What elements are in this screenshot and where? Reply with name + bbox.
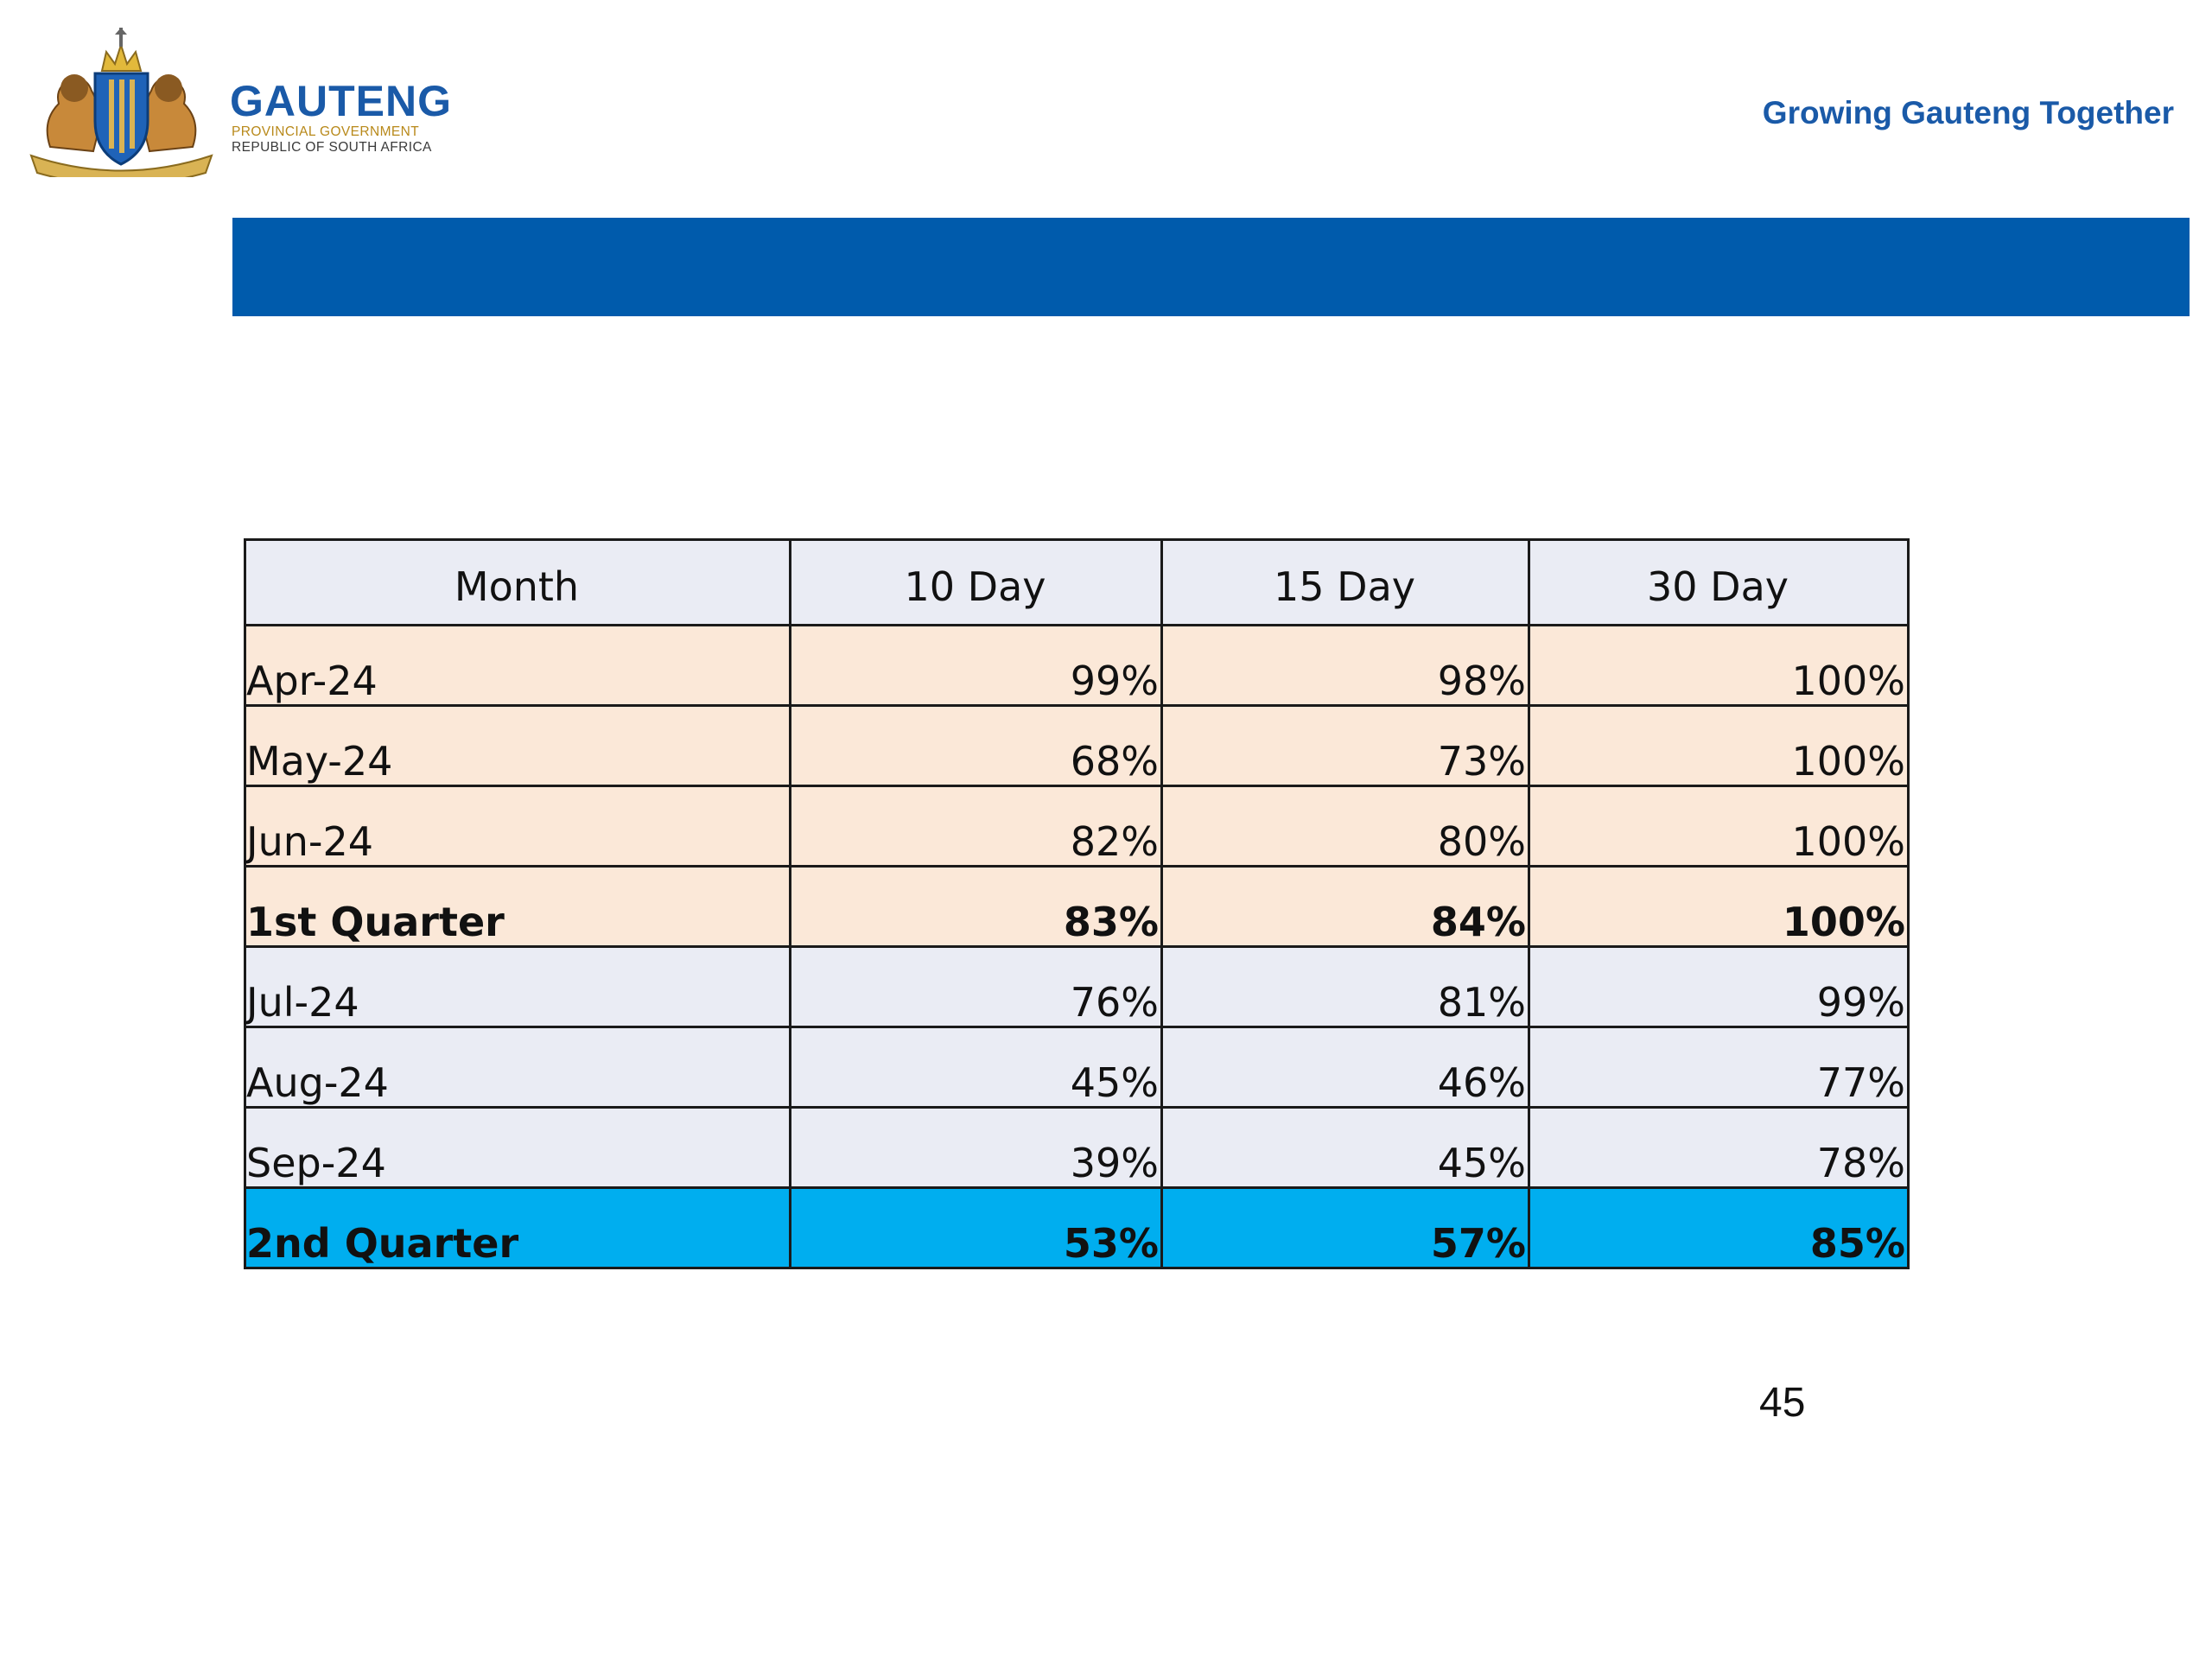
thirty-day-cell: 100% — [1529, 626, 1909, 706]
thirty-day-cell: 85% — [1529, 1188, 1909, 1268]
month-cell: May-24 — [245, 706, 791, 786]
ten-day-cell: 99% — [791, 626, 1162, 706]
table-header-row — [245, 540, 1909, 626]
month-cell: 1st Quarter — [245, 867, 791, 947]
brand-country: REPUBLIC OF SOUTH AFRICA — [232, 140, 432, 155]
column-header-30-day: 30 Day — [1529, 540, 1909, 626]
coat-of-arms-icon — [24, 26, 219, 177]
title-band — [232, 218, 2190, 316]
table-row — [245, 1108, 1909, 1188]
ten-day-cell: 45% — [791, 1027, 1162, 1108]
quarter-total-row — [245, 1188, 1909, 1268]
thirty-day-cell: 78% — [1529, 1108, 1909, 1188]
fifteen-day-cell: 81% — [1162, 947, 1529, 1027]
slogan: Growing Gauteng Together — [1762, 95, 2174, 130]
fifteen-day-cell: 84% — [1162, 867, 1529, 947]
page-number: 45 — [1759, 1380, 1806, 1426]
ten-day-cell: 76% — [791, 947, 1162, 1027]
thirty-day-cell: 99% — [1529, 947, 1909, 1027]
ten-day-cell: 68% — [791, 706, 1162, 786]
column-header-10-day: 10 Day — [791, 540, 1162, 626]
ten-day-cell: 82% — [791, 786, 1162, 867]
fifteen-day-cell: 80% — [1162, 786, 1529, 867]
thirty-day-cell: 100% — [1529, 867, 1909, 947]
month-cell: Aug-24 — [245, 1027, 791, 1108]
fifteen-day-cell: 98% — [1162, 626, 1529, 706]
column-header-month: Month — [245, 540, 791, 626]
gauteng-logo — [24, 26, 452, 177]
month-cell: Sep-24 — [245, 1108, 791, 1188]
month-cell: Apr-24 — [245, 626, 791, 706]
fifteen-day-cell: 45% — [1162, 1108, 1529, 1188]
month-cell: Jul-24 — [245, 947, 791, 1027]
performance-table — [244, 538, 1910, 1269]
table-row — [245, 786, 1909, 867]
month-cell: 2nd Quarter — [245, 1188, 791, 1268]
ten-day-cell: 39% — [791, 1108, 1162, 1188]
ten-day-cell: 53% — [791, 1188, 1162, 1268]
ten-day-cell: 83% — [791, 867, 1162, 947]
fifteen-day-cell: 46% — [1162, 1027, 1529, 1108]
fifteen-day-cell: 57% — [1162, 1188, 1529, 1268]
thirty-day-cell: 77% — [1529, 1027, 1909, 1108]
table-row — [245, 947, 1909, 1027]
table-row — [245, 626, 1909, 706]
thirty-day-cell: 100% — [1529, 786, 1909, 867]
brand-subtitle: PROVINCIAL GOVERNMENT — [232, 124, 420, 139]
column-header-15-day: 15 Day — [1162, 540, 1529, 626]
fifteen-day-cell: 73% — [1162, 706, 1529, 786]
thirty-day-cell: 100% — [1529, 706, 1909, 786]
table-row — [245, 706, 1909, 786]
performance-table-container — [244, 538, 1910, 1269]
table-row — [245, 1027, 1909, 1108]
quarter-total-row — [245, 867, 1909, 947]
brand-name: GAUTENG — [230, 77, 452, 125]
month-cell: Jun-24 — [245, 786, 791, 867]
